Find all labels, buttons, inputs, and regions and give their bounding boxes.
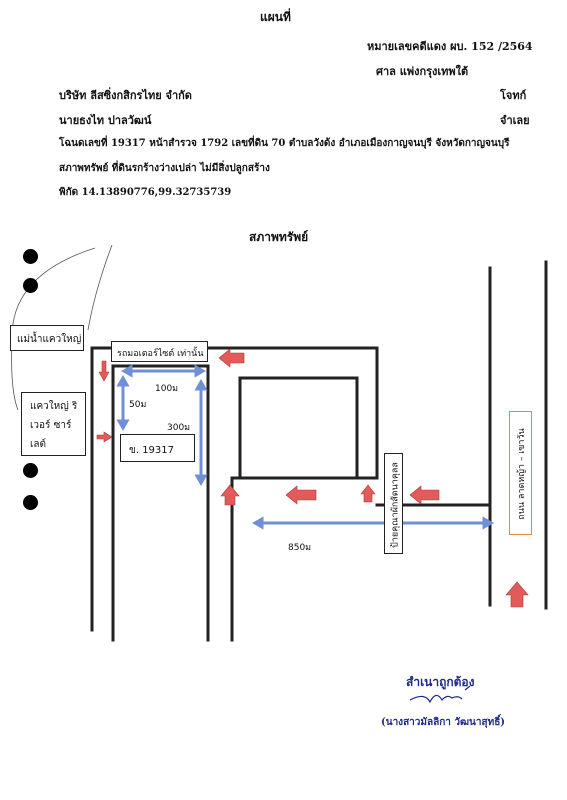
dim-300-label: 300ม: [167, 423, 191, 433]
resort-label-line-2: เวอร์ ซาร์: [30, 420, 72, 431]
arrow-down-1: [99, 361, 109, 381]
resort-label-box: [21, 392, 86, 456]
river-label-box: [10, 325, 84, 351]
dot-marker: [23, 495, 38, 510]
arrow-left-3: [410, 486, 439, 504]
case-number: หมายเลขคดีแดง ผบ. 152 /2564: [367, 40, 533, 53]
property-condition: สภาพทรัพย์ ที่ดินรกร้างว่างเปล่า ไม่มีสิ่งปลูกสร้าง: [59, 163, 270, 174]
motorcycle-only-text: รถมอเตอร์ไซต์ เท่านั้น: [117, 349, 204, 359]
inner-road-top: [113, 366, 208, 640]
plaintiff-role: โจทก์: [500, 89, 527, 102]
court-name: ศาล แพ่งกรุงเทพใต้: [376, 65, 469, 78]
dot-marker: [23, 249, 38, 264]
road-label-box: [509, 411, 532, 535]
map-section-title: สภาพทรัพย์: [249, 230, 309, 244]
parcel-box: [120, 434, 195, 462]
river-edge-right: [88, 245, 112, 330]
middle-road-lower: [232, 478, 377, 640]
dim-100-label: 100ม: [155, 384, 179, 394]
signer-name: (นางสาวมัลลิกา วัฒนาสุทธิ์): [381, 717, 506, 728]
sign-box: [384, 453, 403, 554]
block-outline: [240, 378, 357, 478]
certified-copy-text: สำเนาถูกต้อง: [406, 675, 475, 689]
sign-label: ป้ายคุณาผักสัดนาคุลล: [390, 462, 401, 548]
dot-marker: [23, 463, 38, 478]
arrow-left-1: [219, 349, 244, 367]
plaintiff-name: บริษัท ลีสซิ่งกสิกรไทย จำกัด: [59, 89, 192, 102]
river-label: แม่น้ำแควใหญ่: [17, 334, 82, 345]
motorcycle-only-label: [111, 341, 208, 362]
arrow-up-2: [361, 485, 375, 502]
arrow-left-2: [286, 486, 316, 504]
road-label: ถนน ลาดหญ้า – เขาวัน: [517, 428, 527, 520]
resort-label-line-1: แควใหญ่ ริ: [30, 401, 78, 412]
deed-line: โฉนดเลขที่ 19317 หน้าสำรวจ 1792 เลขที่ดิน 70 ตำบลวังด้ง อำเภอเมืองกาญจนบุรี จังหวัดกาญจนบุรี: [59, 138, 510, 149]
arrow-right-1: [97, 432, 112, 442]
page-title: แผนที่: [260, 10, 291, 24]
resort-label-line-3: เลต์: [30, 439, 47, 450]
arrow-up-1: [221, 485, 239, 505]
dim-50-label: 50ม: [129, 400, 147, 410]
dot-marker: [23, 278, 38, 293]
defendant-role: จำเลย: [500, 114, 530, 127]
property-coordinates: พิกัด 14.13890776,99.32735739: [59, 187, 232, 198]
dim-850-label: 850ม: [288, 543, 312, 553]
defendant-name: นายธงไท ปาลวัฒน์: [59, 114, 152, 127]
parcel-label: ข. 19317: [129, 445, 175, 456]
arrow-up-3: [506, 582, 528, 607]
